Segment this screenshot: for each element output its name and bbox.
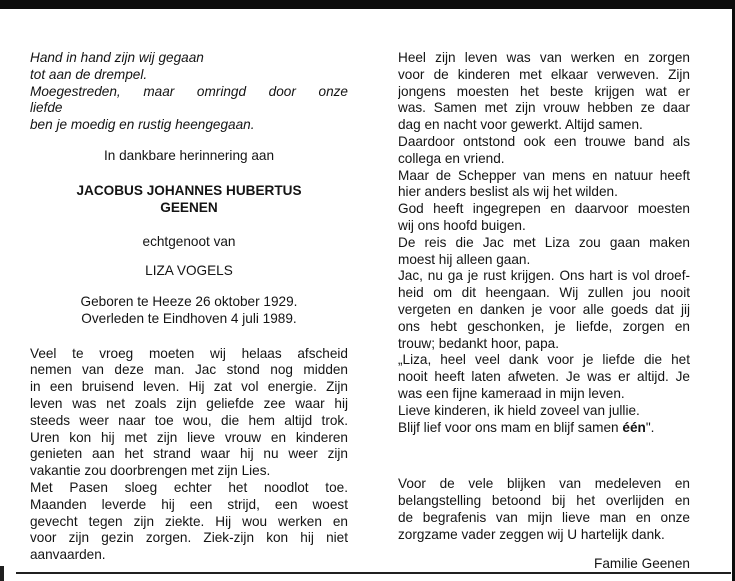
text-line: Maanden leverde hij een strijd, een woest — [30, 496, 348, 512]
text-line: genieten aan het strand waar hij nu weer zijn — [30, 446, 348, 462]
thanks-paragraph — [398, 476, 690, 543]
text-line: ons hebt geschonken, je liefde, zorgen en — [398, 318, 690, 334]
signature: Familie Geenen — [594, 555, 690, 571]
text-line: voor zijn gezin zorgen. Ziek-zijn kon hij niet — [30, 530, 348, 546]
card-top-border — [0, 0, 735, 9]
text-line: Voor de vele blijken van medeleven en — [398, 476, 690, 492]
poem-line: liefde — [30, 100, 63, 116]
birth-line: Geboren te Heeze 26 oktober 1929. — [80, 293, 298, 309]
text-line: was een fijne kameraad in mijn leven. — [398, 385, 625, 401]
text-line: hier anders beslist als wij het wilden. — [398, 184, 618, 200]
text-line: nemen van deze man. Jac stond nog midden — [30, 362, 348, 378]
text-line: zorgzame vader zeggen wij U hartelijk dank. — [398, 526, 665, 542]
closing-line — [398, 420, 690, 437]
right-column — [398, 50, 690, 572]
text-line: steeds weer naar toe wou, die hem altijd trok. — [30, 412, 348, 428]
right-paragraph — [398, 50, 690, 436]
text-line: collega en vriend. — [398, 150, 505, 166]
text-line: Uren kon hij met zijn lieve vrouw en kinderen — [30, 429, 348, 445]
text-line: moest hij alleen gaan. — [398, 251, 531, 267]
text-line: vakantie zou doorbrengen met zijn Lies. — [30, 463, 271, 479]
text-line: wij ons hoofd buigen. — [398, 217, 526, 233]
text-line: God heeft ingegrepen en daarvoor moesten — [398, 201, 690, 217]
poem-line: Moegestreden, maar omringd door onze — [30, 83, 348, 99]
text-line: Daardoor ontstond ook een trouwe band als — [398, 133, 690, 149]
closing-line-end: ". — [645, 419, 655, 435]
closing-line-text: Blijf lief voor ons mam en blijf samen — [398, 419, 623, 435]
relation-text: echtgenoot van — [142, 234, 236, 250]
text-line: Lieve kinderen, ik hield zoveel van jullie. — [398, 402, 640, 418]
left-paragraph — [30, 346, 348, 564]
text-line: De reis die Jac met Liza zou gaan maken — [398, 234, 690, 250]
deceased-name-line2: GEENEN — [160, 199, 218, 215]
card-corner-mark — [0, 566, 4, 581]
poem-line: tot aan de drempel. — [30, 66, 148, 82]
text-line: aanvaarden. — [30, 547, 106, 563]
text-line: Veel te vroeg moeten wij helaas afscheid — [30, 345, 348, 361]
text-line: dag en nacht voor gewerkt. Altijd samen. — [398, 117, 643, 133]
text-line: Jac, nu ga je rust krijgen. Ons hart is vol droef- — [398, 268, 690, 284]
poem-line: ben je moedig en rustig heengegaan. — [30, 117, 255, 133]
death-line: Overleden te Eindhoven 4 juli 1989. — [81, 310, 297, 326]
text-line: trouw; bedankt hoor, papa. — [398, 335, 559, 351]
text-line: leven was net zoals zijn geliefde zee waar hij — [30, 395, 348, 411]
text-line: heid om dit heengaan. Wij zullen jou nooit — [398, 285, 690, 301]
spouse-name: LIZA VOGELS — [145, 263, 233, 279]
text-line: voor de kinderen met elkaar verweven. Zijn — [398, 66, 690, 82]
text-line: nooit heeft laten afweten. Je was er altijd. Je — [398, 369, 690, 385]
text-line: gevecht tegen zijn ziekte. Hij wou werken en — [30, 513, 348, 529]
text-line: vergeten en danken je voor alle goeds dat jij — [398, 301, 690, 317]
text-line: in een bruisend leven. Hij zat vol energie. Zijn — [30, 379, 348, 395]
text-line: „Liza, heel veel dank voor je liefde die het — [398, 352, 690, 368]
intro-text: In dankbare herinnering aan — [103, 147, 275, 163]
deceased-name-line1: JACOBUS JOHANNES HUBERTUS — [76, 182, 302, 198]
text-line: Met Pasen sloeg echter het noodlot toe. — [30, 479, 348, 495]
text-line: was. Samen met zijn vrouw hebben ze daar — [398, 100, 690, 116]
text-line: de begrafenis van mijn lieve man en onze — [398, 509, 690, 525]
closing-line-emphasis: één — [622, 419, 646, 435]
text-line: belangstelling betoond bij het overlijden en — [398, 493, 690, 509]
text-line: Heel zijn leven was van werken en zorgen — [398, 50, 690, 65]
poem — [30, 50, 348, 134]
text-line: jongens moesten het beste krijgen wat er — [398, 83, 690, 99]
text-line: Maar de Schepper van mens en natuur heeft — [398, 167, 690, 183]
left-column — [30, 50, 348, 564]
poem-line: Hand in hand zijn wij gegaan — [30, 50, 204, 65]
